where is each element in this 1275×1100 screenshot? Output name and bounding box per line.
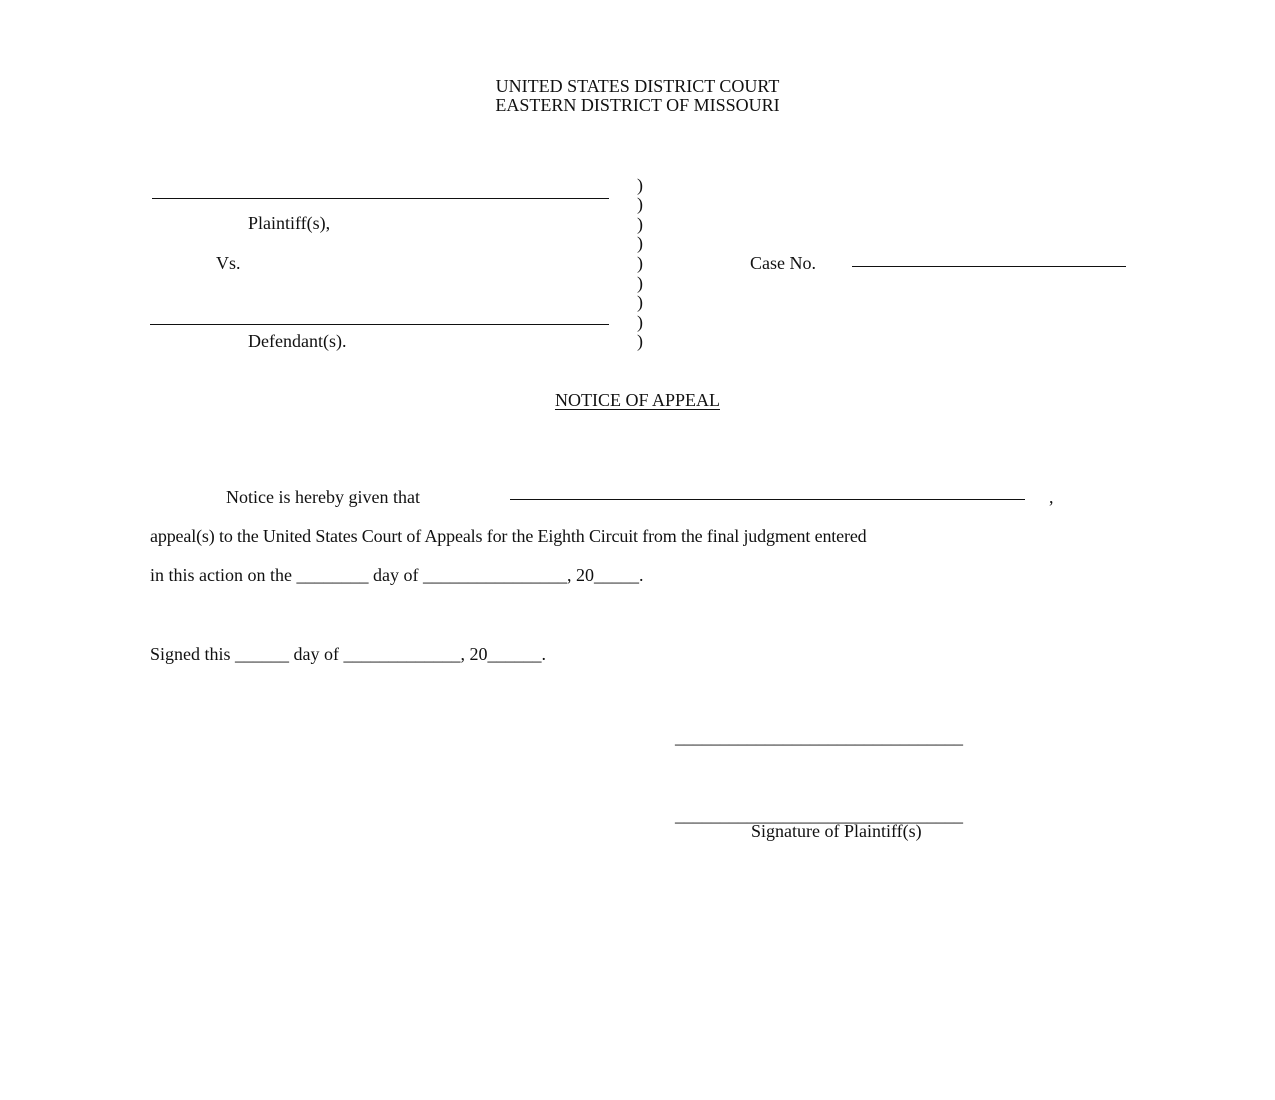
signature-line[interactable]: ________________________________ [675, 805, 963, 825]
caption-paren: ) [637, 175, 643, 195]
court-district: EASTERN DISTRICT OF MISSOURI [495, 95, 780, 115]
appeal-text: appeal(s) to the United States Court of Appeals for the Eighth Circuit from the final judgment entered [150, 526, 867, 546]
caption-paren: ) [637, 253, 643, 273]
caption-paren: ) [637, 292, 643, 312]
signature-line[interactable]: ________________________________ [675, 727, 963, 747]
case-number-line[interactable] [852, 266, 1126, 267]
appellant-name-line[interactable] [510, 499, 1025, 500]
caption-paren: ) [637, 233, 643, 253]
caption-paren: ) [637, 331, 643, 351]
signed-date-text: Signed this ______ day of _____________, 20______. [150, 644, 546, 664]
plaintiff-name-line[interactable] [152, 198, 609, 199]
versus-label: Vs. [216, 253, 241, 273]
notice-intro-text: Notice is hereby given that [226, 487, 420, 507]
caption-paren: ) [637, 273, 643, 293]
plaintiff-label: Plaintiff(s), [248, 213, 331, 233]
document-title: NOTICE OF APPEAL [554, 390, 720, 410]
action-date-text: in this action on the ________ day of ________________, 20_____. [150, 565, 644, 585]
signature-label: Signature of Plaintiff(s) [751, 821, 922, 841]
defendant-name-line[interactable] [150, 324, 609, 325]
caption-paren: ) [637, 194, 643, 214]
court-name: UNITED STATES DISTRICT COURT [495, 76, 780, 96]
caption-paren: ) [637, 312, 643, 332]
notice-comma: , [1049, 487, 1054, 507]
defendant-label: Defendant(s). [248, 331, 347, 351]
caption-paren: ) [637, 214, 643, 234]
case-number-label: Case No. [750, 253, 816, 273]
